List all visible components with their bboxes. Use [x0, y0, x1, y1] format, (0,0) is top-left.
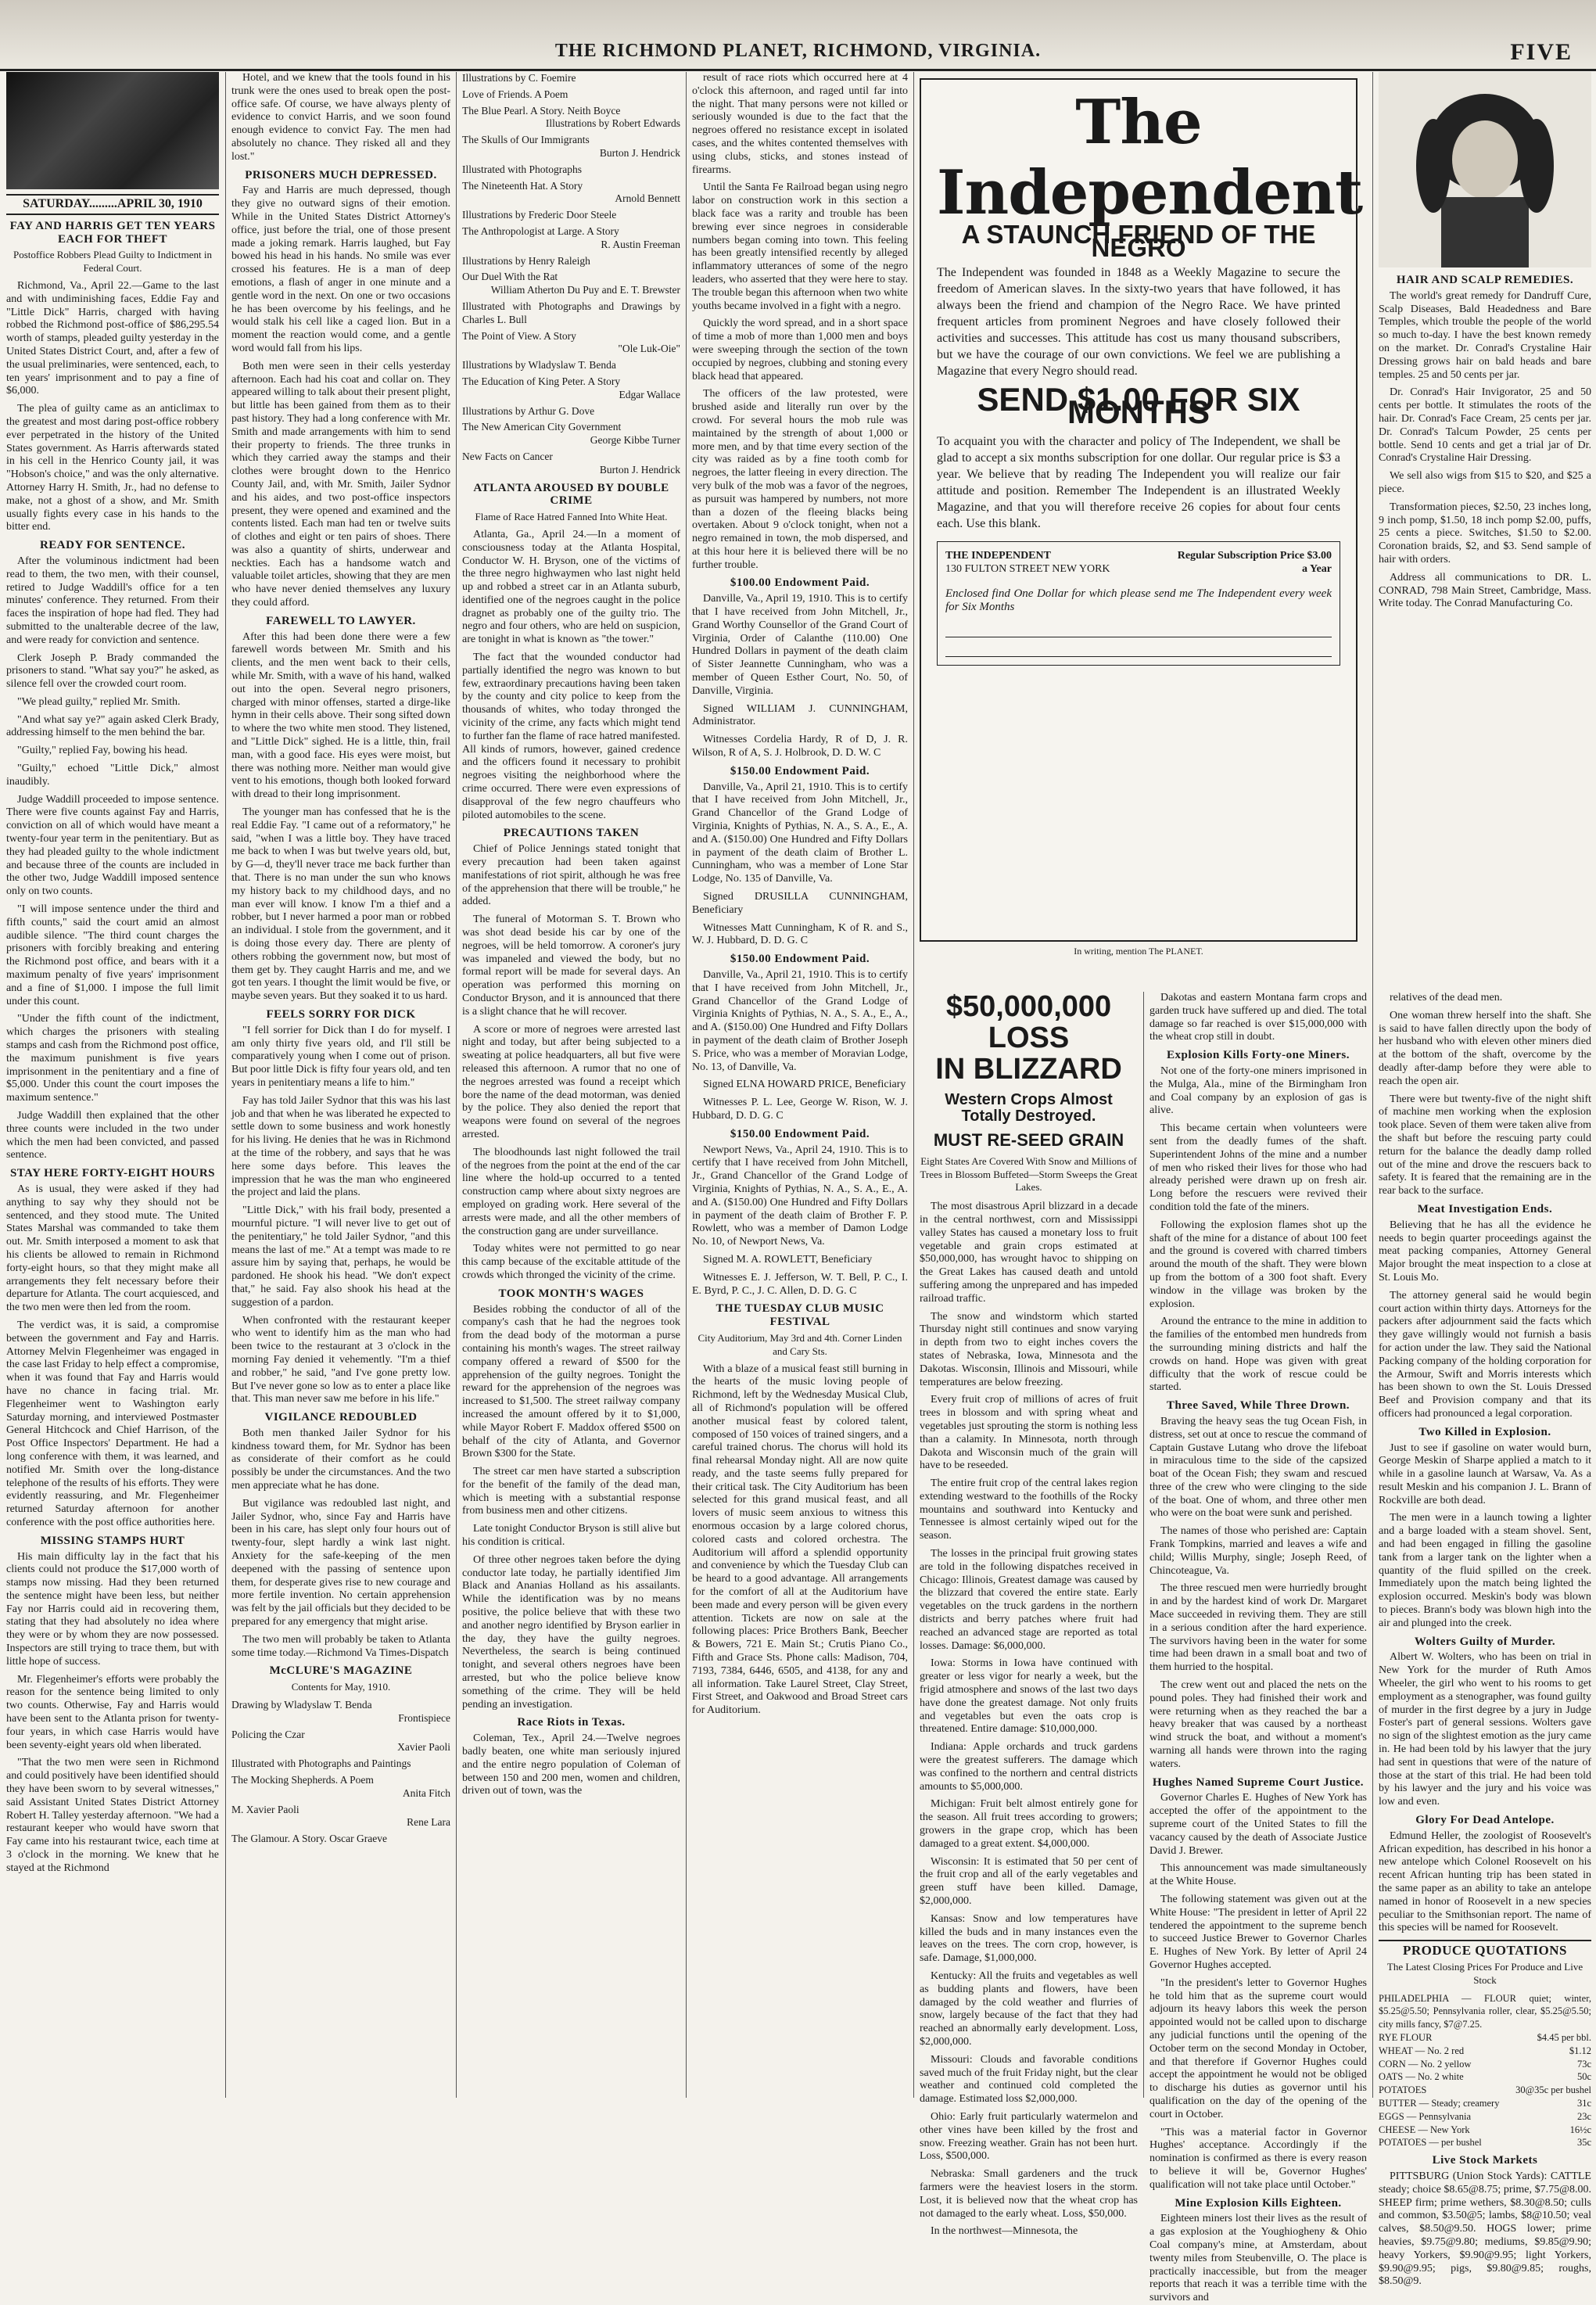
section-heading: Three Saved, While Three Drown. [1166, 1399, 1350, 1413]
paragraph: The world's great remedy for Dandruff Cure, Scalp Diseases, Bald Headedness and Bare Temples, which trouble the people of the world so much to-day. I have the best known remedy on the market. Dr. Conrad's Crystaline Hair Dressing grows hair on bald heads and bare temples. 25 and 50 cents per jar. [1379, 289, 1591, 381]
paragraph: The younger man has confessed that he is the real Eddie Fay. "I came out of a reformatory," he said, "when I was a little boy. They have traced me back to when I was but twelve years old, but, by G—d, they'll never trace me back further than that. There is no man under the sun who knows my history back to my childhood days, and no man ever will know. I know I'm a thief and a robber, but I never harmed a poor man or robbed an individual. I stole from the government, and it is doing those every day. There are plenty of others robbing the government now, but most of them get by. They caught Harris and me, and we got ten years. I thought the limit would be five, or maybe seven years. But they soaked it to us hard. [231, 806, 450, 1003]
paragraph: Dakotas and eastern Montana farm crops and garden truck have suffered up and died. The total damage so far reached is over $15,000,000 with the wheat crop still in doubt. [1149, 992, 1367, 1043]
paragraph: Coleman, Tex., April 24.—Twelve negroes badly beaten, one white man seriously injured and the entire negro population of Coleman of between 150 and 200 men, women and children, driven out of town, was the [462, 1732, 680, 1797]
section-heading: PRISONERS MUCH DEPRESSED. [245, 168, 437, 181]
coupon-blank-line [945, 656, 1332, 657]
coupon-text: Enclosed find One Dollar for which please send me The Independent every week for Six Months [945, 587, 1332, 613]
column-rule [686, 72, 687, 2098]
column-6 [920, 990, 1138, 2238]
paragraph: Ohio: Early fruit particularly watermelon and other vines have been killed by the frost and snow. Freezing weather. Grain has not been hurt. Loss, $500,000. [920, 2110, 1138, 2163]
column-7 [1149, 992, 1367, 2304]
paragraph: "We plead guilty," replied Mr. Smith. [17, 695, 181, 708]
independent-ad [920, 78, 1363, 970]
section-heading: Live Stock Markets [1432, 2154, 1538, 2167]
paragraph: Around the entrance to the mine in addition to the families of the entombed men hundreds from the surrounding mining districts and half the crowds on hand. Hope was given with great difficulty that the work of rescue could be started. [1149, 1316, 1367, 1394]
paragraph: Mr. Flegenheimer's efforts were probably the reason for the sentence being limited to only two counts. Otherwise, Fay and Harris would have been sent to the Atlanta prison for twenty-four years, in which case Harris would have been seventy-eight years old when liberated. [6, 1673, 219, 1751]
paragraph: result of race riots which occurred here at 4 o'clock this afternoon, and raged until far into the night. That many persons were not killed or seriously wounded is due to the fact that the negroes offered no resistance except in isolated cases, and the whites contented themselves with using clubs, sticks, and stones instead of firearms. [692, 72, 908, 176]
paragraph: After this had been done there were a few farewell words between Mr. Smith and his clients, and the men went back to their cells, while Mr. Smith, with a wave of his hand, walked out into the open. Several negro prisoners, charged with minor offenses, started a dirge-like hymn in their cells above. Their song sifted down to where the two white men stood. They listened, and "Little Dick" sighed. He is a little, thin, frail man, with a good face. His eyes were moist, but there was nothing more. Neither man would give vent to his emotions, though both looked forward with dread to their long imprisonment. [231, 630, 450, 801]
hair-remedy-ad [1379, 72, 1591, 964]
notice-body: Danville, Va., April 21, 1910. This is to certify that I have received from John Mitchell, Jr., Grand Chancellor of the Grand Lodge of Virginia Knights of Pythias, N. A., S. A., E., A., and A. ($150.00) One Hundred and Fifty Dollars in payment of the death claim of Brother Joseph S. Price, who was a member of Moravian Lodge, No. 13, of Danville, Va. [692, 969, 908, 1073]
paragraph: Fay has told Jailer Sydnor that this was his last job and that when he was liberated he expected to settle down to some business and work honestly for his living. He denies that he was in Richmond at the time of the robbery, and says that he was here some days before. This leaves the impression that he was the man who engineered the project and laid the plans. [231, 1094, 450, 1199]
notice-body: Danville, Va., April 19, 1910. This is to certify that I have received from John Mitchell, Jr., Grand Worthy Counsellor of the Grand Court of Virginia, Order of Calanthe (110.00) One Hundred Dollars in payment of the death claim of Sister Jeannette Cunningham, who was a member of Queen Esther Court, No. 50, of Danville, Virginia. [692, 593, 908, 697]
portrait-illustration [1379, 72, 1591, 267]
section-heading: Two Killed in Explosion. [1418, 1425, 1551, 1438]
quote-row: OATS — No. 2 white 50c [1379, 2071, 1591, 2083]
subscription-coupon [937, 541, 1340, 666]
subheadline: Eight States Are Covered With Snow and Millions of Trees in Blossom Buffeted—Storm Sweeps the Great Lakes. [920, 1154, 1138, 1194]
contents-item: New Facts on Cancer Burton J. Hendrick [462, 450, 680, 476]
paragraph: Judge Waddill then explained that the other three counts were included in the two under which the men had been convicted, and passed sentence. [6, 1110, 219, 1161]
paragraph: Albert W. Wolters, who has been on trial in New York for the murder of Ruth Amos Wheeler, the girl who went to his rooms to get employment as a stenographer, was found guilty of murder in the first degree by a jury in Judge Foster's part of general sessions. Wolters gave no sign of the slightest emotion as the jury came in. He had been told by his lawyer that the jury had sent in questions that were of the nature of those at the start of this trial. He had been told by his lawyer and the jury and his voice was low and even. [1379, 1651, 1591, 1808]
section-heading: THE TUESDAY CLUB MUSIC FESTIVAL [716, 1302, 884, 1329]
paragraph: After the voluminous indictment had been read to them, the two men, with their counsel, retired to Judge Waddill's office for a ten minutes' conference. They returned. From their faces the inspiration of hope had fled. They had submitted to the unalterable decree of the law, and were ready for conviction and sentence. [6, 555, 219, 646]
paragraph: Following the explosion flames shot up the shaft of the mine for a distance of about 100 feet and the ground is covered with charred timbers around the mouth of the shaft. They were blown up from the bottom of a 300 foot shaft. Every window in the village was broken by the explosion. [1149, 1219, 1367, 1310]
contents-item: The Nineteenth Hat. A Story Arnold Bennett [462, 179, 680, 205]
notice-body: Newport News, Va., April 24, 1910. This is to certify that I have received from John Mitchell, Jr., Grand Chancellor of the Grand Lodge of Virginia, Knights of Pythias, N. A., S. A., E., A. and A. ($150.00) One Hundred and Fifty Dollars in payment of the death claim of Brother F. P. Rowlett, who was a member of Damon Lodge No. 10, of Newport News, Va. [692, 1144, 908, 1248]
column-3 [462, 72, 680, 2098]
column-rule [456, 72, 457, 2098]
paragraph: The street car men have started a subscription for the benefit of the family of the dead man, which is meeting with a substantial response from business men and other citizens. [462, 1466, 680, 1517]
independent-tagline: A STAUNCH FRIEND OF THE NEGRO [961, 220, 1316, 262]
paragraph: Both men were seen in their cells yesterday afternoon. Each had his coat and collar on. They appeared willing to talk about their present plight, but little has been gained from them as to their past history. They had a long conference with Mr. Smith and made arrangements with him to send their property to friends. The three trunks in which they carried away the stamps and their clothes were brought down to the Henrico County Jail, and, with Mr. Smith, Jailer Sydnor and his aides, and two post-office inspectors present, they were opened and examined and the contents listed. Each man had ten or twelve suits of clothes and eight or ten pairs of shoes. There was also a quantity of shirts, underwear and neckties. Each has a handsome watch and valuable toilet articles, showing that they are men who have never denied themselves any luxury they could afford. [231, 360, 450, 609]
paragraph: The men were in a launch towing a lighter and a barge loaded with a steam shovel. Sent, and had been engaged in filling the gasoline tank from a larger tank on the lighter when a quantity of the fluid spilled on the creek. Immediately upon the match being lighted the explosion occurred. Meskin's body was blown to pieces. Brann's body was blown high into the air and plunged into the creek. [1379, 1512, 1591, 1629]
column-rule [1372, 72, 1373, 2098]
section-heading: Explosion Kills Forty-one Miners. [1167, 1049, 1350, 1062]
paragraph: "Little Dick," with his frail body, presented a mournful picture. "I will never live to get out of the penitentiary," he told Jailer Sydnor, "and this means the last of me." At a tempt was made to re assure him by saying that, perhaps, he would be pardoned. He shook his head. "We don't expect that," he said. Fay also shook his head at the suggestion of a pardon. [231, 1205, 450, 1309]
notice-signature: Signed ELNA HOWARD PRICE, Beneficiary [703, 1079, 906, 1091]
column-2 [231, 72, 450, 2098]
quote-row: POTATOES — per bushel 35c [1379, 2137, 1591, 2149]
subheadline: Postoffice Robbers Plead Guilty to Indictment in Federal Court. [13, 249, 212, 275]
section-heading: PRECAUTIONS TAKEN [503, 827, 640, 840]
paragraph: "And what say ye?" again asked Clerk Brady, addressing himself to the men behind the bar. [6, 713, 219, 739]
paragraph: Until the Santa Fe Railroad began using negro labor on construction work in this section a black face was a rarity and trouble has been brewing ever since negroes in considerable numbers began coming into town. This feeling has been greatly intensified recently by alleged inflammatory utterances of some of the negro leaders, who asserted that they were here to stay. The trouble began this afternoon when two white youths became involved in a fight with a negro. [692, 181, 908, 312]
subheadline: Flame of Race Hatred Fanned Into White Heat. [475, 511, 668, 523]
section-heading: Mine Explosion Kills Eighteen. [1175, 2196, 1342, 2210]
contents-item: Illustrations by Arthur G. Dove [462, 404, 595, 417]
paragraph: Richmond, Va., April 22.—Game to the last and with undiminishing faces, Eddie Fay and "Little Dick" Harris, charged with having robbed the Richmond post-office of $86,295.54 worth of stamps, pleaded guilty yesterday in the United States District Court, and, after a few of the usual preliminaries, were sentenced, each, to ten years' imprisonment and to pay a fine of $6,000. [6, 279, 219, 397]
paragraph: "Guilty," replied Fay, bowing his head. [17, 745, 188, 757]
paragraph: Fay and Harris are much depressed, though they give no outward signs of their emotion. While in the United States District Attorney's office, just before the trial, one of those present made a joking remark. Harris laughed, but Fay bowed his head in his hands. No smile was ever crossed his features. He is a man of deep emotions, a flash of anger in one minute and a gentle word in the next. On one or two occasions he has been overcome by his feelings, and he would stalk his cell like a caged lion. But in a moment the reaction would come, and a gentle word would fall from his lips. [231, 185, 450, 354]
paragraph: Edmund Heller, the zoologist of Roosevelt's African expedition, has described in his honor a new antelope which Colonel Roosevelt on his recent African hunting trip has been stated in the same paper as an ability to take an antelope named in honor of Roosevelt in a new species peculiar to the Smithsonian report. The name of this species will be named for Roosevelt. [1379, 1829, 1591, 1934]
contents-item: The New American City Government George Kibbe Turner [462, 421, 680, 447]
newspaper-title: THE RICHMOND PLANET, RICHMOND, VIRGINIA. [554, 41, 1042, 61]
paragraph: Dr. Conrad's Hair Invigorator, 25 and 50 cents per bottle. It stimulates the roots of the hair. Dr. Conrad's Face Cream, 25 cents per jar. Dr. Conrad's Talcum Powder, 25 cents per bottle. Send 10 cents and get a trial jar of Dr. Conrad's Crystaline Hair Dressing. [1379, 386, 1591, 465]
quote-row: CHEESE — New York 16½c [1379, 2124, 1591, 2135]
paragraph: Kentucky: All the fruits and vegetables as well as budding plants and flowers, have been damaged by the cold weather and flurries of snow, largely because of the fact that they had reached an abnormally early development. Loss, $2,000,000. [920, 1969, 1138, 2048]
contents-item: Illustrations by C. Foemire [462, 72, 576, 84]
section-heading: McCLURE'S MAGAZINE [269, 1664, 413, 1678]
contents-item: Policing the Czar Xavier Paoli [231, 1728, 450, 1754]
paragraph: One woman threw herself into the shaft. She is said to have fallen directly upon the body of her husband who with eleven other miners died at the bottom of the shaft, overcome by the deadly after-damp before they were able to reach the open air. [1379, 1009, 1591, 1087]
column-4 [692, 72, 908, 2098]
notice-witnesses: Witnesses Cordelia Hardy, R of D, J. R. Wilson, R of A, S. J. Holbrook, D. D. W. C [692, 734, 908, 759]
ad-caption: HAIR AND SCALP REMEDIES. [1396, 274, 1574, 286]
paragraph: Both men thanked Jailer Sydnor for his kindness toward them, for Mr. Sydnor has been as considerate of their comfort as he could possibly be under the circumstances. And the two men appreciate what he has done. [231, 1427, 450, 1492]
quote-row: EGGS — Pennsylvania 23c [1379, 2110, 1591, 2122]
coupon-price: Regular Subscription Price $3.00 a Year [1177, 550, 1332, 575]
section-heading: VIGILANCE REDOUBLED [264, 1411, 418, 1424]
ad-mention: In writing, mention The PLANET. [1074, 946, 1203, 957]
contents-item: The Skulls of Our Immigrants Burton J. Hendrick [462, 134, 680, 159]
section-heading: MISSING STAMPS HURT [40, 1534, 185, 1547]
subheadline: MUST RE-SEED GRAIN [933, 1129, 1124, 1150]
quote-row: BUTTER — Steady; creamery 31c [1379, 2097, 1591, 2109]
paragraph: The verdict was, it is said, a compromise between the government and Fay and Harris. Attorney Melvin Flegenheimer was engaged in the case last Friday to help effect a compromise, when it was found that Fay and Harris would have no chance in facing trial. Mr. Flegenheimer went to Washington early Saturday morning, and interviewed Postmaster General Hitchcock and Chief Harrison, of the Post Office Inspectors' Department. He had a long conference with them, it was learned, and notified Mr. Smith over the long-distance telephone of the results of his efforts. They were evidently reassuring, and Mr. Flegenheimer returned Saturday afternoon for another conference with the post office authorities here. [6, 1319, 219, 1528]
headline: FAY AND HARRIS GET TEN YEARS EACH FOR THEFT [9, 219, 216, 246]
contents-item: Our Duel With the Rat William Atherton Du Puy and E. T. Brewster [462, 271, 680, 296]
paragraph: "Guilty," echoed "Little Dick," almost inaudibly. [6, 763, 219, 788]
paragraph: Hotel, and we knew that the tools found in his trunk were the ones used to break open the post-office safe. Of course, we have always plenty of evidence to convict Harris, and we soon found enough evidence to convict Fay. The men had absolutely no chance. They risked all and they lost." [231, 72, 450, 163]
paragraph: The losses in the principal fruit growing states are told in the following dispatches received in Chicago: Illinois, Greatest damage was caused by the blizzard that covered the entire state. Early vegetables on the truck gardens in the northern districts and berry patches where fruit had reached an advanced stage are reported as total losses. Damage: $6,000,000. [920, 1548, 1138, 1652]
paragraph: His main difficulty lay in the fact that his clients could not produce the $17,000 worth of stamps now missing. Had they been returned the sentence might have been less, but neither Fay nor Harris could aid in recovering them, stating that they had absolutely no idea where they were or by whom they are now possessed. Inspectors are still trying to trace them, but with little hope of success. [6, 1550, 219, 1668]
paragraph: Address all communications to DR. L. CONRAD, 798 Main Street, Cambridge, Mass. Write today. The Conrad Manufacturing Co. [1379, 571, 1591, 610]
headline: IN BLIZZARD [935, 1052, 1122, 1086]
contents-item: The Point of View. A Story "Ole Luk-Oie" [462, 329, 680, 355]
contents-item: The Education of King Peter. A Story Edgar Wallace [462, 375, 680, 400]
independent-logo: The Independent [937, 87, 1363, 228]
masthead [0, 0, 1596, 71]
contents-item: Illustrated with Photographs and Paintings [231, 1757, 411, 1770]
notice-heading: $100.00 Endowment Paid. [730, 576, 870, 590]
paragraph: The entire fruit crop of the central lakes region extending westward to the foothills of the Rocky mountains and southward into Kentucky and Tennessee is almost certainly wiped out for the season. [920, 1477, 1138, 1542]
contents-item: The Mocking Shepherds. A Poem Anita Fitch [231, 1774, 450, 1799]
paragraph: Clerk Joseph P. Brady commanded the prisoners to stand. "What say you?" he asked, as silence fell over the crowded court room. [6, 652, 219, 691]
contents-item: The Anthropologist at Large. A Story R. Austin Freeman [462, 224, 680, 250]
dateline: SATURDAY.........APRIL 30, 1910 [6, 194, 219, 215]
paragraph: The following statement was given out at the White House: "The president in letter of April 22 tendered the appointment to the supreme bench to succeed Justice Brewer to Governor Charles E. Hughes of New York. By letter of April 24 Governor Hughes accepted. [1149, 1894, 1367, 1971]
section-heading: FEELS SORRY FOR DICK [266, 1007, 416, 1021]
paragraph: Of three other negroes taken before the dying conductor late today, he partially identified Jim Black and Ananias Holland as his assailants. While the identification was by no means positive, the police believe that with these two and another negro identified by Bryson earlier in the day, they have the guilty negroes. Nevertheless, the search is being continued tonight, and several others negroes have been arrested, but who the police believe know something of the crime. They will be held pending an investigation. [462, 1553, 680, 1711]
paragraph: Missouri: Clouds and favorable conditions saved much of the fruit Friday night, but the clear weather and continued cold completed the damage. Estimated loss $2,000,000. [920, 2053, 1138, 2106]
paragraph: Today whites were not permitted to go near this camp because of the excitable attitude of the crowds which thronged the vicinity of the crime. [462, 1243, 680, 1281]
notice-signature: Signed M. A. ROWLETT, Beneficiary [703, 1253, 873, 1266]
contents-item: The Glamour. A Story. Oscar Graeve [231, 1833, 387, 1845]
contents-item: M. Xavier Paoli Rene Lara [231, 1803, 450, 1829]
paragraph: Iowa: Storms in Iowa have continued with greater or less vigor for nearly a week, but the frigid atmosphere and snows of the last two days have done the greatest damage. Not only fruits and vegetables but even the oats crop is threatened. Entire damage: $10,000,000. [920, 1657, 1138, 1736]
section-heading: Race Riots in Texas. [517, 1716, 626, 1729]
quotes-list [1379, 1992, 1591, 2150]
paragraph: "In the president's letter to Governor Hughes he told him that as the supreme court would adjourn its heavy labors this week the person appointed would not be called upon to discharge any judicial functions until the opening of the October term on the second Monday in October, and that therefore if Governor Hughes could accept the appointment he would not be obliged to discharge his duties as governor until his qualification on the day of the opening of the court in October. [1149, 1976, 1367, 2120]
section-heading: READY FOR SENTENCE. [39, 539, 186, 552]
paragraph: The crew went out and placed the nets on the pound poles. They had finished their work and were returning when as they reached the bar a heavy breaker that was caused by a northeast wind struck the boat, and without a moment's warning all hands were thrown into the raging waters. [1149, 1679, 1367, 1770]
paragraph: "That the two men were seen in Richmond and could positively have been identified should they have been sworn to by several witnesses," said Assistant United States District Attorney Robert H. Talley yesterday afternoon. "We had a restaurant keeper who would have sworn that Fay came into his restaurant twice, each time at 3 o'clock in the morning. We knew that he stayed at the Richmond [6, 1757, 219, 1874]
paragraph: The snow and windstorm which started Thursday night still continues and snow varying in depth from two to eight inches covers the states of Nebraska, Iowa, Minnesota and the Dakotas. Wisconsin, Illinois and Missouri, while temperatures are below freezing. [920, 1310, 1138, 1388]
paragraph: The two men will probably be taken to Atlanta some time today.—Richmond Va Times-Dispatch [231, 1633, 450, 1659]
paragraph: As is usual, they were asked if they had anything to say why they should not be sentenced, and they stood mute. The United States Marshal was commanded to take them out. Mr. Smith interposed a moment to ask that his clients be allowed to remain in Richmond forty-eight hours, so that they might make all arrangements they felt necessary before their departure for Atlanta. The court acquiesced, and the two men were then led from the room. [6, 1183, 219, 1314]
contents-item: Illustrations by Frederic Door Steele [462, 209, 617, 221]
paragraph: Every fruit crop of millions of acres of fruit trees in blossom and with spring wheat and vegetables just sprouting the storm is nothing less than a calamity. In Minnesota, north through Dakota and Wisconsin much of the grain will have to be reseeded. [920, 1394, 1138, 1472]
paragraph: Chief of Police Jennings stated tonight that every precaution had been taken against manifestations of riot spirit, although he was free of the apprehension that there will be trouble," he added. [462, 843, 680, 908]
paragraph: When confronted with the restaurant keeper who went to identify him as the man who had been twice to the restaurant at 3 o'clock in the morning Fay denied it vehemently. "I'm a thief and robber," he said, "and I've gone pretty low. But I've never gone so low as to enter a place like that. This man never saw me before in his life." [231, 1314, 450, 1406]
paragraph: Wisconsin: It is estimated that 50 per cent of the fruit crop and all of the early vegetables and green stuff have been killed. Damage, $2,000,000. [920, 1855, 1138, 1907]
section-heading: Wolters Guilty of Murder. [1414, 1635, 1556, 1648]
paragraph: In the northwest—Minnesota, the [931, 2225, 1078, 2238]
independent-body: The Independent was founded in 1848 as a Weekly Magazine to secure the freedom of American slaves. In the sixty-two years that have followed, it has always been the friend and champion of the Negro Race. We have printed frequent articles from prominent Negroes and have closely followed their activities and successes. This attitude has cost us many thousand subscribers, but we have the courage of our own convictions. We feel we are publishing a Magazine that every Negro should read. [937, 265, 1340, 378]
headline: $50,000,000 LOSS [945, 990, 1112, 1054]
column-1 [6, 72, 219, 2098]
subheadline: Western Crops Almost Totally Destroyed. [945, 1090, 1113, 1125]
paragraph: The funeral of Motorman S. T. Brown who was shot dead beside his car by one of the negroes, will be held tomorrow. A coroner's jury was impaneled and viewed the body, but no formal report will be made for several days. An operation was performed this morning on Conductor Bryson, and it is announced that there is a slight chance that he will recover. [462, 914, 680, 1018]
paragraph: The attorney general said he would begin court action within thirty days. Attorneys for the packers after adjournment said the facts which they gave willingly would not furnish a basis for action under the law. They said the National Packing company of the holding corporation for the Armour, Swift and Morris interests which has been shown to own the St. Louis Dressed Beef and Provision company and that its officers had pronounced a legal corporation. [1379, 1289, 1591, 1420]
section-heading: Meat Investigation Ends. [1417, 1202, 1553, 1215]
contents-item: Illustrations by Wladyslaw T. Benda [462, 359, 616, 372]
paragraph: The three rescued men were hurriedly brought in and by the hardest kind of work Dr. Margaret Mace succeeded in reviving them. They are still in a serious condition after the hard experience. The survivors having been in the water for some time had been drawn in a small boat and two of them hurried to the hospital. [1149, 1582, 1367, 1674]
paragraph: Braving the heavy seas the tug Ocean Fish, in distress, set out at once to rescue the command of Captain Gustave Lutang who drove the lifeboat in miraculous time to the side of the capsized boat of the Ocean Fish; they swam and rescued three of the crew who were clinging to the side of the boat. One of whom, and three other men who were on the boat were sunk and perished. [1149, 1415, 1367, 1520]
quote-row: WHEAT — No. 2 red $1.12 [1379, 2045, 1591, 2056]
paragraph: Quickly the word spread, and in a short space of time a mob of more than 1,000 men and boys were sweeping through the section of the town occupied by negroes, clubbing and stoning every black head that appeared. [692, 318, 908, 382]
paragraph: With a blaze of a musical feast still burning in the hearts of the music loving people of Richmond, left by the Wednesday Musical Club, all of Richmond's population will be offered another musical feast by colored talent, composed of 150 voices of trained singers, and a careful trained chorus. The chorus will hold its final rehearsal Monday night. All are now quite ready, and the taste seems fully prepared for their critical task. The City Auditorium has been selected for this grand musical feast, and all lovers of music seem anxious to witness this enormous occasion by a large colored chorus, colored casts and colored orchestra. The Auditorium will afford a splendid opportunity and convenience by which the Tuesday Club can be heard to a good advantage. All arrangements for the comfort of all at the Auditorium have been made and every person will be given every attention. Tickets are now on sale at the following places: Price Brothers Bank, Beecher & Bowers, 721 E. Main St.; Crutis Piano Co., Fifth and Grace Sts. Phone calls: Madison, 704, 7193, 7384, 6446, 6505, and 4138, for any and all information. Take Laurel Street, Clay Street, First Street, and Oakwood and Broad Street cars for Auditorium. [692, 1363, 908, 1717]
contents-item: Love of Friends. A Poem [462, 88, 568, 100]
independent-body-2: To acquaint you with the character and policy of The Independent, we shall be glad to accept a six months subscription for one dollar. Our regular price is $3 a year. We believe that by reading The Independent you will realize our fair attitude and position. Remember The Independent is an illustrated Weekly Magazine, and that you will therefore receive 26 copies for about four cents each. Use this blank. [937, 435, 1340, 531]
paragraph: The officers of the law protested, were brushed aside and literally run over by the crowd. For several hours the mob rule was maintained by the strength of about 1,000 or more men, and by that time every section of the city was raided as by a fine tooth comb for negroes, the latter fleeing in every direction. The very bulk of the mob was a favor of the negroes, as pursuit was hampered by numbers, not more than a dozen of the fleeing blacks being overtaken. About 9 o'clock tonight, when not a negro remained in town, the mob dispersed, and at this hour here it is believed there will be no further trouble. [692, 388, 908, 571]
column-rule [225, 72, 226, 2098]
contents-heading: Contents for May, 1910. [291, 1681, 391, 1693]
page-number: FIVE [1510, 39, 1573, 65]
independent-ad-box [920, 78, 1363, 942]
paragraph: The plea of guilty came as an anticlimax to the greatest and most daring post-office robbery ever perpetrated in the history of the United States government. As Harris afterwards stated in his cell in the Henrico County jail, it was "Hobson's choice," and was the only alternative. Attorney Harry H. Smith, Jr., had no defense to make, not a ghost of a show, and Mr. Smith usually fights every case in his hands to the bitter end. [6, 403, 219, 533]
notice-heading: $150.00 Endowment Paid. [730, 953, 870, 966]
section-heading: FAREWELL TO LAWYER. [266, 614, 416, 627]
section-heading: TOOK MONTH'S WAGES [498, 1287, 644, 1300]
paragraph: The most disastrous April blizzard in a decade in the central northwest, corn and Mississippi valley States has caused a monetary loss to fruit vegetable and grain crops estimated at $50,000,000, has wrought havoc to shipping on the Great Lakes has caused death and untold suffering among the unprepared and has impeded railroad traffic. [920, 1201, 1138, 1305]
paragraph: "I will impose sentence under the third and fifth counts," said the court amid an almost audible silence. "The third count charges the prisoners with forcibly breaking and entering the Richmond post office, and bears with it a maximum penalty of five years' imprisonment and a fine of $1,000. I impose the full limit under this count. [6, 903, 219, 1007]
contents-item: Illustrations by Henry Raleigh [462, 254, 590, 267]
paragraph: "Under the fifth count of the indictment, which charges the prisoners with stealing stamps and cash from the Richmond post office, the maximum punishment is five years imprisonment in the penitentiary and a fine of $5,000. Under this count the court imposes the maximum sentence." [6, 1013, 219, 1104]
paragraph: "I fell sorrier for Dick than I do for myself. I am only thirty five years old, and I'll still be comparatively young when I come out of prison. But poor little Dick is fifty four years old, and ten years in penitentiary means a life to him." [231, 1024, 450, 1089]
paragraph: Late tonight Conductor Bryson is still alive but his condition is critical. [462, 1523, 680, 1549]
paragraph: We sell also wigs from $15 to $20, and $25 a piece. [1379, 470, 1591, 495]
notice-body: Danville, Va., April 21, 1910. This is to certify that I have received from John Mitchell, Jr., Grand Chancellor of the Grand Lodge of Virginia, Knights of Pythias, N. A., S. A., E., A. and A. ($150.00) One Hundred and Fifty Dollars in payment of the death claim of Brother L. Cunningham, who was a member of Lone Star Lodge, No. 135 of Danville, Va. [692, 781, 908, 885]
coupon-address: 130 FULTON STREET NEW YORK [945, 562, 1110, 575]
quote-row: RYE FLOUR $4.45 per bbl. [1379, 2031, 1591, 2043]
coupon-name: THE INDEPENDENT [945, 550, 1051, 562]
contents-item: Illustrated with Photographs and Drawings by Charles L. Bull [462, 300, 680, 325]
section-heading: Glory For Dead Antelope. [1415, 1814, 1555, 1827]
paragraph: The bloodhounds last night followed the trail of the negroes from the point at the end of the car line where the hold-up occurred to a tented construction camp where about sixty negroes are employed on grading work. Here several of the arrests were made, and all the other members of the construction gang are under surveillance. [462, 1146, 680, 1237]
paragraph: Besides robbing the conductor of all of the company's cash that he had the negroes took from the dead body of the motorman a purse containing his month's wages. The street railway company offered a reward of $500 for the apprehension of the guilty negroes. Tonight the reward for the apprehension of the negroes was increased to $1,500. The street railway company increased the amount offered by it to $1,000, while Mayor Robert F. Maddox offered $500 on behalf of the city of Atlanta, and Governor Brown $300 for the State. [462, 1303, 680, 1460]
quote-row: PHILADELPHIA — FLOUR quiet; winter, $5.25@5.50; Pennsylvania roller, clear, $5.25@5.50; city mills fancy, $7@7.25. [1379, 1992, 1591, 2030]
contents-item: The Blue Pearl. A Story. Neith Boyce Illustrations by Robert Edwards [462, 104, 680, 130]
paragraph: relatives of the dead men. [1390, 992, 1503, 1004]
paragraph: Judge Waddill proceeded to impose sentence. There were five counts against Fay and Harris, conviction on all of which would have meant a twenty-four year term in the penitentiary. But as they had pleaded guilty to the whole indictment and because three of the counts are included in the other two, Judge Waddill imposed sentence only on two counts. [6, 793, 219, 898]
contents-item: Illustrated with Photographs [462, 163, 582, 175]
quote-row: CORN — No. 2 yellow 73c [1379, 2058, 1591, 2070]
column-8 [1379, 992, 1591, 2288]
paragraph: Indiana: Apple orchards and truck gardens were the greatest sufferers. The damage which was confined to the northern and central districts amounts to $5,000,000. [920, 1741, 1138, 1793]
masthead-illustration [6, 72, 219, 189]
paragraph: The names of those who perished are: Captain Frank Tompkins, married and leaves a wife and child; Willis Murphy, single; Joseph Reed, of Chincoteague, Va. [1149, 1525, 1367, 1577]
paragraph: Nebraska: Small gardeners and the truck farmers were the heaviest losers in the storm. Lost, it is believed now that the wheat crop has not damaged to the early wheat. Loss, $50,000. [920, 2168, 1138, 2220]
paragraph: This became certain when volunteers were sent from the deadly fumes of the shaft. Superintendent Johns of the mine and a number of men who risked their lives for those who had already perished were drawn up on fresh air. Long before the rescuers were revived their condition told the fate of the miners. [1149, 1122, 1367, 1213]
paragraph: The fact that the wounded conductor had partially identified the negro was known to but few, extraordinary precautions having been taken by the county and city police to keep from the thousands of whites, who today thronged the vicinity of the crime, any facts which might tend to further fan the flame of race hatred manifested. All kinds of rumors, however, gained credence and the officers found it necessary to prohibit negroes visiting the neighborhood where the crime occurred. There were even expressions of disapproval of the few negro chauffeurs who piloted automobiles to the scene. [462, 652, 680, 821]
section-heading: PRODUCE QUOTATIONS [1379, 1940, 1591, 1958]
column-rule [1143, 992, 1144, 2098]
notice-witnesses: Witnesses Matt Cunningham, K of R. and S., W. J. Hubbard, D. D. G. C [692, 921, 908, 947]
subheadline: City Auditorium, May 3rd and 4th. Corner Linden and Cary Sts. [698, 1331, 902, 1357]
paragraph: Transformation pieces, $2.50, 23 inches long, 9 inch pomp, $1.50, 18 inch pomp $2.00, puffs, 25 cents a piece. Switches, $1.50 to $2.00. Coronation braids, $2, and $3. Send sample of hair with orders. [1379, 501, 1591, 565]
paragraph: There were but twenty-five of the night shift of machine men working when the explosion took place. Seven of them were taken alive from the shaft but before the rescuing party could return for the balance the deadly damp rolled out of the mine and drove the rescuers back to safety. It is feared that the remaining are in the rear back to the surface. [1379, 1093, 1591, 1197]
paragraph: Just to see if gasoline on water would burn, George Meskin of Sharpe applied a match to it while in a gasoline launch at Warsaw, Va. As a result Meskin and his companion J. L. Brann of Rockville are both dead. [1379, 1442, 1591, 1506]
portrait-icon [1379, 72, 1591, 267]
headline: ATLANTA AROUSED BY DOUBLE CRIME [473, 481, 669, 508]
notice-heading: $150.00 Endowment Paid. [730, 764, 870, 777]
paragraph: Kansas: Snow and low temperatures have killed the buds and in many instances even the leaves on the trees. The corn crop, however, is safe. Damage, $1,000,000. [920, 1912, 1138, 1965]
subheadline: The Latest Closing Prices For Produce and Live Stock [1386, 1960, 1583, 1986]
column-rule [913, 72, 914, 2098]
section-heading: STAY HERE FORTY-EIGHT HOURS [9, 1167, 216, 1180]
contents-item: Drawing by Wladyslaw T. Benda Frontispiece [231, 1699, 450, 1724]
paragraph: Believing that he has all the evidence he needs to begin quarter proceedings against the meat packing companies, Attorney General Major brought the meat inspection to a close at St. Louis Mo. [1379, 1219, 1591, 1284]
paragraph: Not one of the forty-one miners imprisoned in the Mulga, Ala., mine of the Birmingham Iron and Coal company by an explosion of gas is alive. [1149, 1065, 1367, 1117]
notice-heading: $150.00 Endowment Paid. [730, 1127, 870, 1140]
notice-signature: Signed DRUSILLA CUNNINGHAM, Beneficiary [692, 891, 908, 916]
notice-witnesses: Witnesses P. L. Lee, George W. Rison, W. J. Hubbard, D. D. G. C [692, 1097, 908, 1122]
quote-row: POTATOES 30@35c per bushel [1379, 2084, 1591, 2096]
paragraph: Michigan: Fruit belt almost entirely gone for the season. All fruit trees according to growers; growers in the grape crop, which has been damaged to a great extent. $4,000,000. [920, 1798, 1138, 1850]
notice-witnesses: Witnesses E. J. Jefferson, W. T. Bell, P. C., I. E. Byrd, P. C., J. C. Allen, D. D. G. C [692, 1271, 908, 1297]
notice-signature: Signed WILLIAM J. CUNNINGHAM, Administrator. [692, 702, 908, 728]
paragraph: Eighteen miners lost their lives as the result of a gas explosion at the Youghiogheny & Ohio Coal company's mine, at Amsterdam, about twenty miles from Steubenville, O. The place is practically inaccessible, but from the meager reports that reach it was a terrible time with the survivors and [1149, 2213, 1367, 2304]
paragraph: PITTSBURG (Union Stock Yards): CATTLE steady; choice $8.65@8.75; prime, $7.75@8.00. SHEEP firm; prime wethers, $8.30@8.50; culls and common, $3.50@5; lambs, $8@10.50; veal calves, $8.50@9.50. HOGS lower; prime heavies, $9.75@9.80; mediums, $9.85@9.90; heavy Yorkers, $9.90@9.95; light Yorkers, $9.90@9.95; pigs, $9.80@9.85; roughs, $8.50@9. [1379, 2170, 1591, 2288]
paragraph: This announcement was made simultaneously at the White House. [1149, 1862, 1367, 1888]
paragraph: Governor Charles E. Hughes of New York has accepted the offer of the appointment to the supreme court of the United States to fill the vacancy caused by the death of Associate Justice David J. Brewer. [1149, 1792, 1367, 1857]
paragraph: "This was a material factor in Governor Hughes' acceptance. Accordingly if the nomination is confirmed as there is every reason to believe it will be, Governor Hughes' qualification will not take place until October." [1149, 2126, 1367, 2191]
paragraph: But vigilance was redoubled last night, and Jailer Sydnor, who, since Fay and Harris have been in his care, has slept only four hours out of twenty-four, slept hardly a wink last night. Anxiety for the safe-keeping of the men deepened with the passing of sentence upon them, for desperate gives rise to new courage and more fertile invention. No certain apprehension was felt by the jail officials but they decided to be prepared for any emergency that might arise. [231, 1497, 450, 1628]
section-heading: Hughes Named Supreme Court Justice. [1152, 1775, 1365, 1789]
paragraph: A score or more of negroes were arrested last night and today, but after being subjected to a sweating at police headquarters, all but five were released this afternoon. A rumor that no one of the negroes arrested was found a receipt which bore the name of the dead motorman, was denied by the police. They also denied the report that weapons were found on several of the negroes arrested. [462, 1023, 680, 1140]
paragraph: Atlanta, Ga., April 24.—In a moment of consciousness today at the Atlanta Hospital, Conductor W. H. Bryson, one of the victims of the three negro highwaymen who last night held up and robbed a street car in an Atlanta suburb, identified one of the negroes caught in the police dragnet as probably one of the guilty trio. The negro and four others, who are held on suspicion, are tonight in what is known as "the tower." [462, 528, 680, 646]
independent-offer: SEND $1.00 FOR SIX MONTHS [977, 380, 1300, 431]
